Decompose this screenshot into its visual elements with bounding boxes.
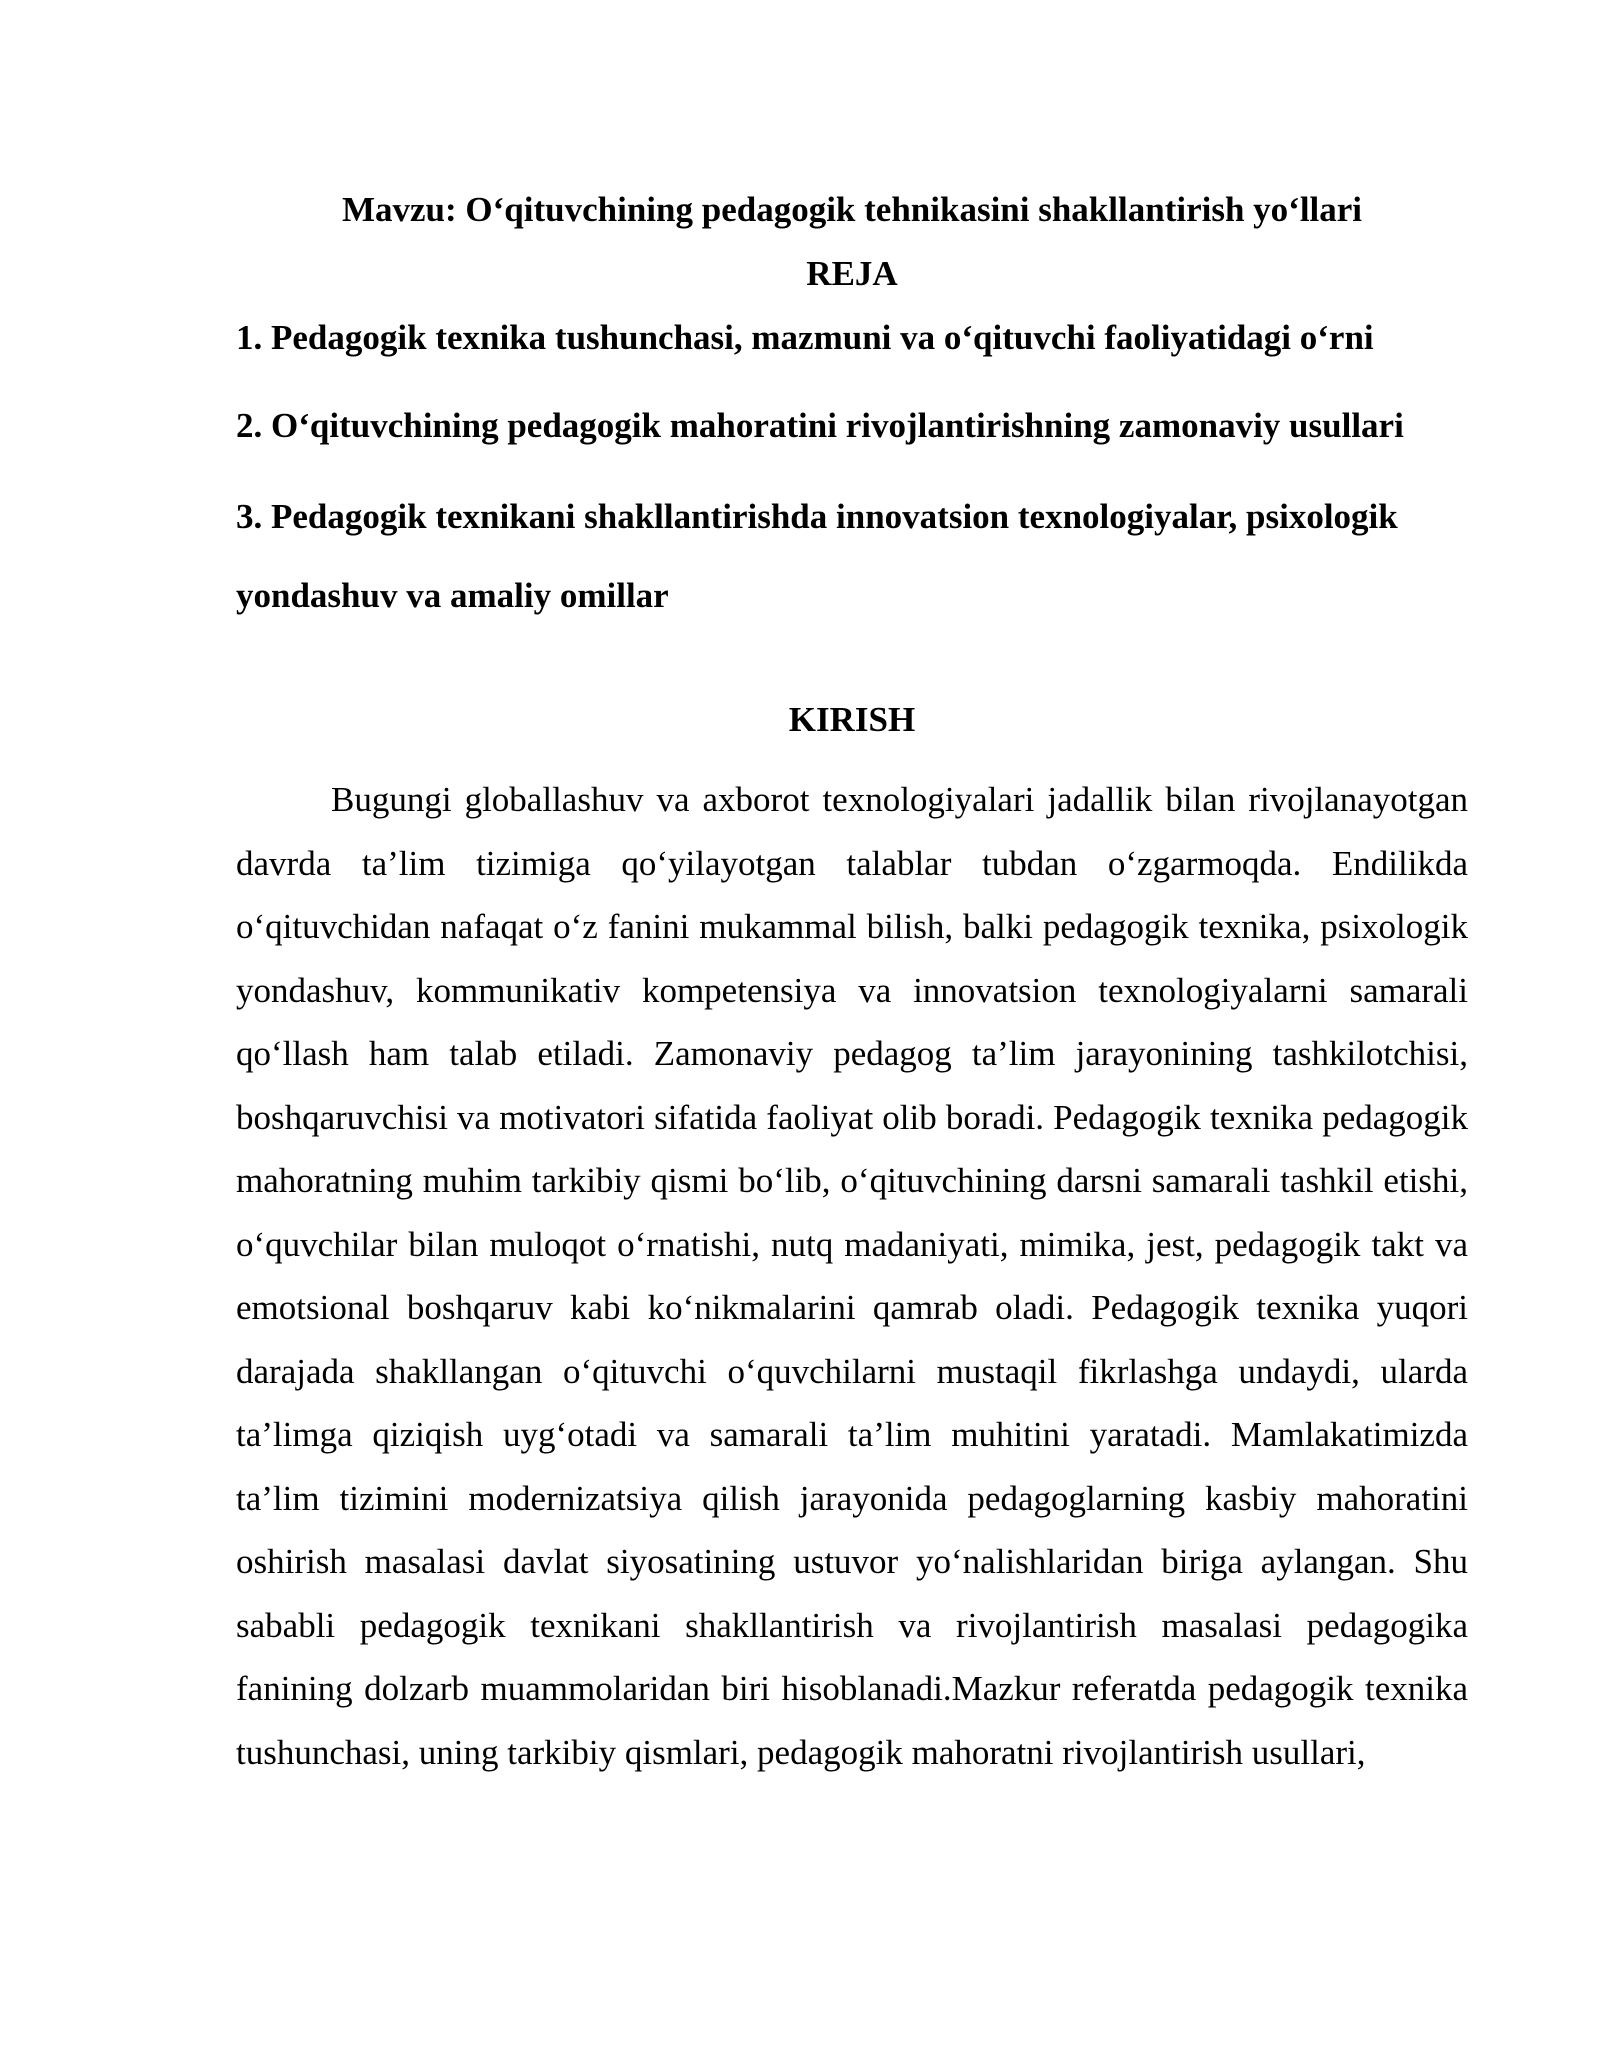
- plan-item: 1. Pedagogik texnika tushunchasi, mazmuni va o‘qituvchi faoliyatidagi o‘rni: [236, 318, 1374, 357]
- intro-paragraph: Bugungi globallashuv va axborot texnologiyalari jadallik bilan rivojlanayotgan davrda ta’lim tizimiga qo‘yilayotgan talablar tubdan o‘zgarmoqda. Endilikda o‘qituvchidan nafaqat o‘z fanini mukammal bilish, balki pedagogik texnika, psixologik yondashuv, kommunikativ kompetensiya va innovatsion texnologiyalarni samarali qo‘llash ham talab etiladi. Zamonaviy pedagog ta’lim jarayonining tashkilotchisi, boshqaruvchisi va motivatori sifatida faoliyat olib boradi. Pedagogik texnika pedagogik mahoratning muhim tarkibiy qismi bo‘lib, o‘qituvchining darsni samarali tashkil etishi, o‘quvchilar bilan muloqot o‘rnatishi, nutq madaniyati, mimika, jest, pedagogik takt va emotsional boshqaruv kabi ko‘nikmalarini qamrab oladi. Pedagogik texnika yuqori darajada shakllangan o‘qituvchi o‘quvchilarni mustaqil fikrlashga undaydi, ularda ta’limga qiziqish uyg‘otadi va samarali ta’lim muhitini yaratadi. Mamlakatimizda ta’lim tizimini modernizatsiya qilish jarayonida pedagoglarning kasbiy mahoratini oshirish masalasi davlat siyosatining ustuvor yo‘nalishlaridan biriga aylangan. Shu sababli pedagogik texnikani shakllantirish va rivojlantirish masalasi pedagogika fanining dolzarb muammolaridan biri hisoblanadi.Mazkur referatda pedagogik texnika tushunchasi, uning tarkibiy qismlari, pedagogik mahoratni rivojlantirish usullari,: [236, 780, 1468, 1772]
- page-title: Mavzu: O‘qituvchining pedagogik tehnikasini shakllantirish yo‘llari: [341, 190, 1363, 229]
- intro-heading: KIRISH: [788, 700, 916, 739]
- plan-item: 3. Pedagogik texnikani shakllantirishda innovatsion texnologiyalar, psixologik yondashuv va amaliy omillar: [236, 497, 1398, 615]
- plan-item: 2. O‘qituvchining pedagogik mahoratini rivojlantirishning zamonaviy usullari: [236, 406, 1404, 445]
- plan-heading: REJA: [806, 254, 898, 293]
